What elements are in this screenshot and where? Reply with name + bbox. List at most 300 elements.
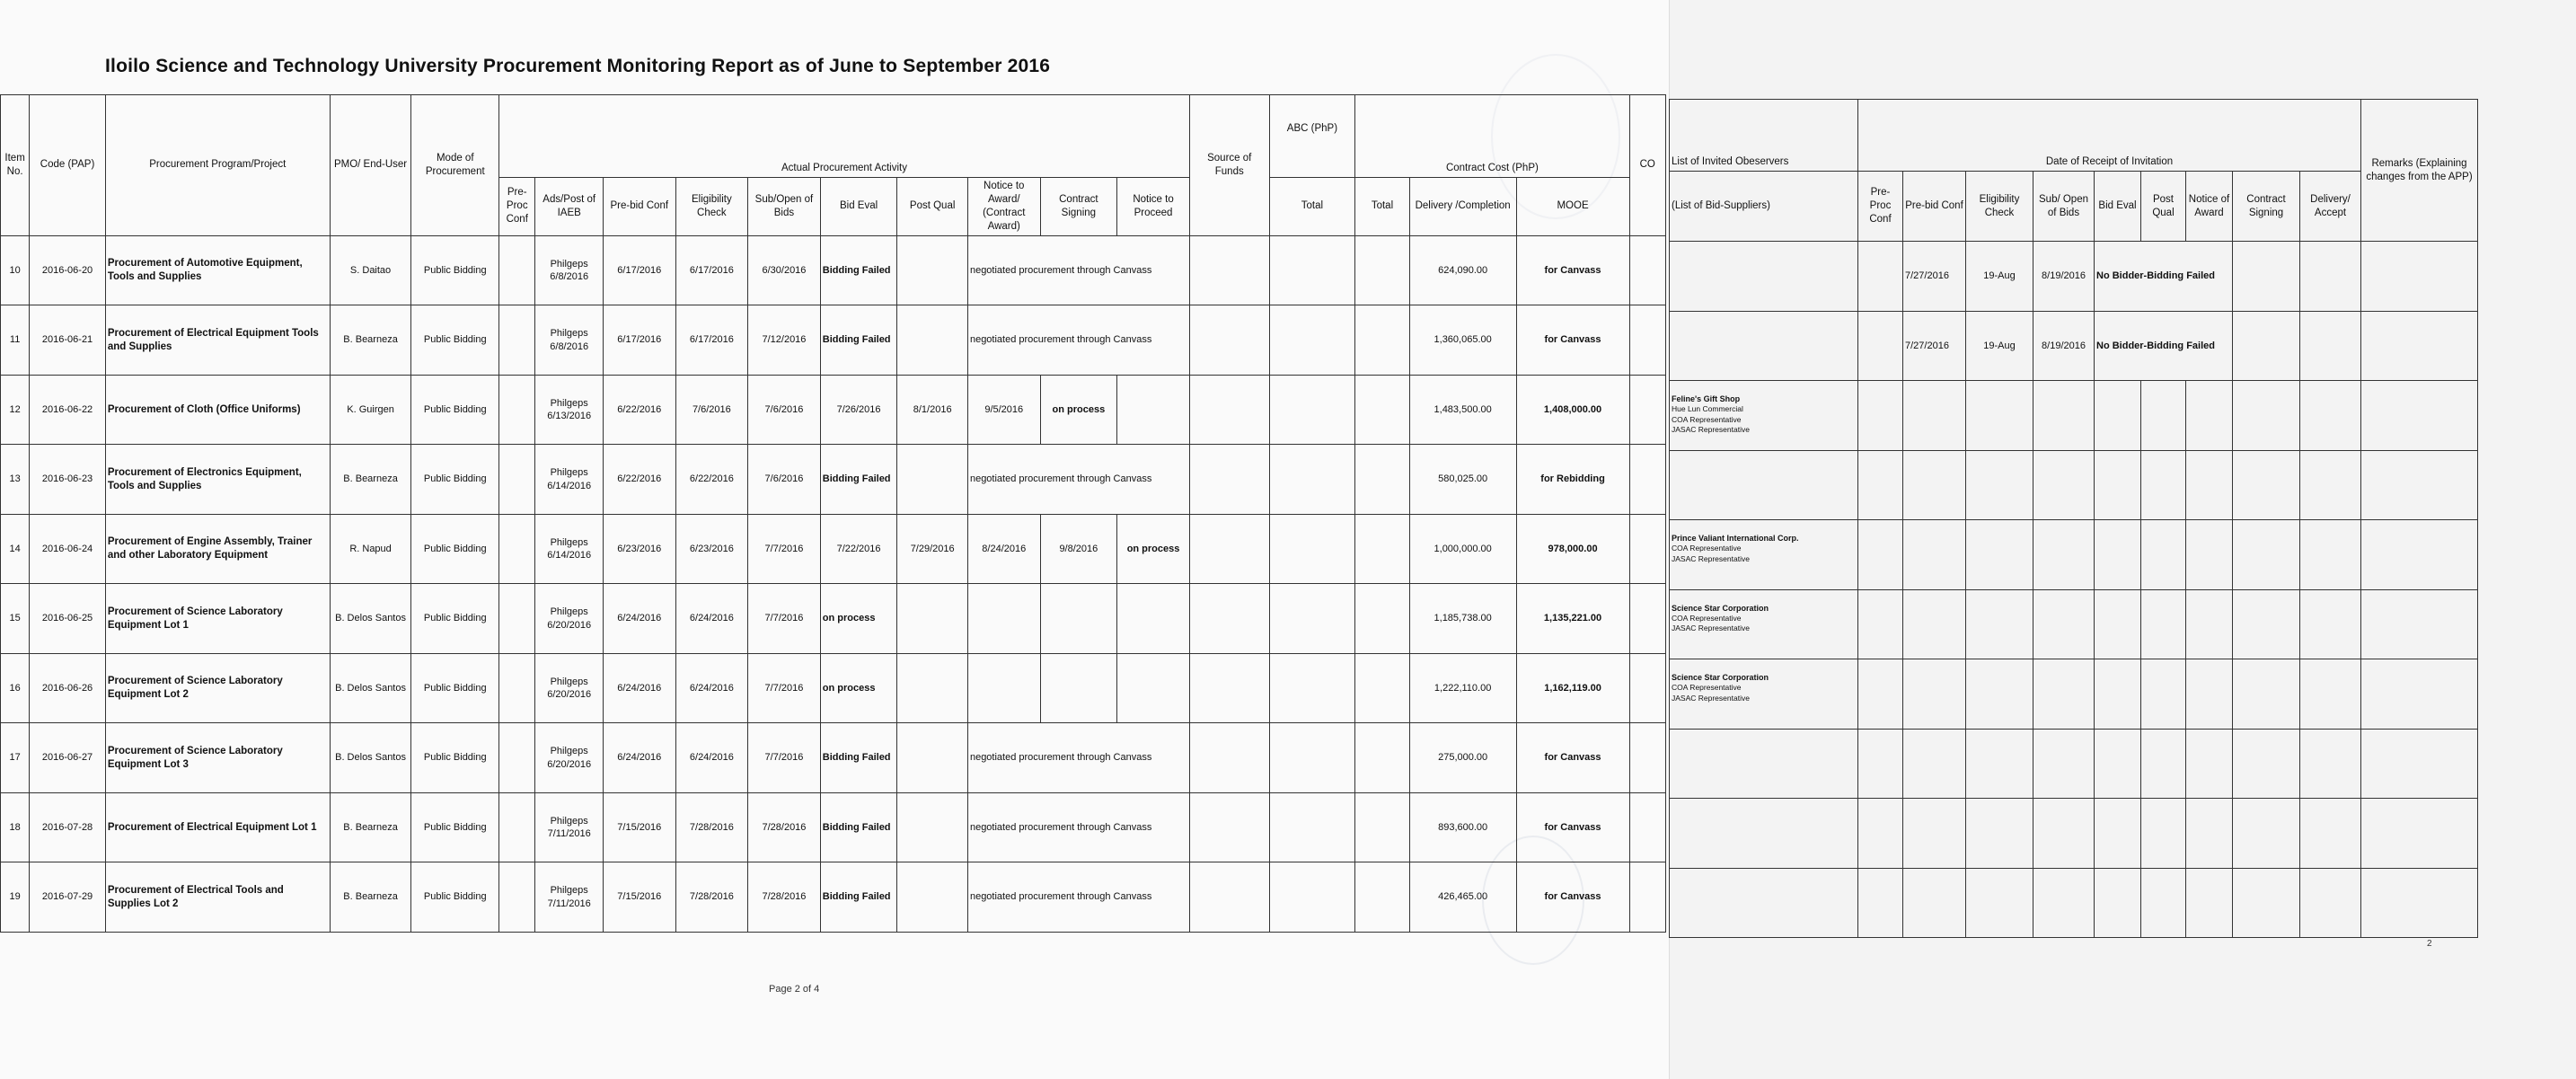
delivery-cell [1189, 375, 1269, 445]
bid-eval-cell: on process [820, 584, 897, 654]
side-delivery-cell [2300, 311, 2361, 381]
notice-award-cell [967, 584, 1040, 654]
side-subopen-cell [2033, 520, 2095, 590]
subopen-cell: 7/6/2016 [748, 445, 821, 515]
remarks-cell [2361, 868, 2478, 938]
program-cell: Procurement of Science Laboratory Equipment Lot 1 [105, 584, 330, 654]
acceptance-cell [1269, 862, 1355, 933]
table-row [1670, 311, 2478, 381]
mode-cell: Public Bidding [411, 445, 499, 515]
abc-total-cell: 1,222,110.00 [1409, 653, 1516, 723]
mooe-cell [1629, 653, 1665, 723]
table-row [1, 514, 1666, 584]
col-item-no: Item No. [1, 95, 30, 236]
abc-total-cell: 624,090.00 [1409, 235, 1516, 305]
side-contract-signing-cell [2233, 311, 2300, 381]
status-note-cell: negotiated procurement through Canvass [967, 445, 1189, 515]
side-prebid-cell [1903, 868, 1966, 938]
col-post-qual: Post Qual [897, 178, 968, 236]
side-contract-signing-cell [2233, 381, 2300, 451]
col-source: Source of Funds [1189, 95, 1269, 236]
post-qual-cell [897, 792, 968, 862]
pmo-cell: B. Delos Santos [330, 653, 411, 723]
delivery-cell [1189, 653, 1269, 723]
bidder-entry: COA Representative [1672, 544, 1742, 553]
pmo-cell: K. Guirgen [330, 375, 411, 445]
side-col-delivery: Delivery/ Accept [2300, 172, 2361, 242]
bid-eval-cell: on process [820, 653, 897, 723]
program-cell: Procurement of Engine Assembly, Trainer and other Laboratory Equipment [105, 514, 330, 584]
preproc-cell [499, 862, 535, 933]
item-no-cell: 14 [1, 514, 30, 584]
abc-total-cell: 1,360,065.00 [1409, 305, 1516, 376]
side-preproc-cell [1858, 799, 1903, 869]
bid-suppliers-cell [1670, 311, 1858, 381]
bidder-firm: Feline's Gift Shop [1672, 394, 1741, 403]
side-col-notice-award: Notice of Award [2186, 172, 2233, 242]
side-preproc-cell [1858, 729, 1903, 799]
side-delivery-cell [2300, 729, 2361, 799]
side-post-qual-cell [2141, 868, 2186, 938]
eligibility-cell: 7/28/2016 [675, 792, 748, 862]
bidder-firm: Prince Valiant International Corp. [1672, 534, 1799, 543]
bid-eval-cell: Bidding Failed [820, 862, 897, 933]
bidder-entry: COA Representative [1672, 613, 1742, 623]
abc-total-cell: 275,000.00 [1409, 723, 1516, 793]
col-preproc: Pre-Proc Conf [499, 178, 535, 236]
side-contract-signing-cell [2233, 520, 2300, 590]
side-preproc-cell [1858, 520, 1903, 590]
program-cell: Procurement of Electronics Equipment, Tools and Supplies [105, 445, 330, 515]
post-qual-cell [897, 235, 968, 305]
table-row [1670, 520, 2478, 590]
pmo-cell: B. Bearneza [330, 792, 411, 862]
side-preproc-cell [1858, 311, 1903, 381]
code-cell: 2016-06-22 [30, 375, 106, 445]
col-bid-eval: Bid Eval [820, 178, 897, 236]
bid-eval-cell: 7/22/2016 [820, 514, 897, 584]
prebid-cell: 7/15/2016 [603, 792, 675, 862]
post-qual-cell [897, 723, 968, 793]
side-prebid-cell: 7/27/2016 [1903, 242, 1966, 312]
program-cell: Procurement of Science Laboratory Equipment Lot 2 [105, 653, 330, 723]
side-eligibility-cell [1966, 868, 2033, 938]
mode-cell: Public Bidding [411, 653, 499, 723]
table-row [1, 235, 1666, 305]
bid-suppliers-cell [1670, 520, 1858, 590]
code-cell: 2016-06-23 [30, 445, 106, 515]
col-mooe: MOOE [1516, 178, 1629, 236]
item-no-cell: 19 [1, 862, 30, 933]
side-subopen-cell [2033, 659, 2095, 730]
source-cell [1355, 514, 1409, 584]
ads-cell: Philgeps 6/20/2016 [535, 653, 604, 723]
contract-cost-cell: 1,135,221.00 [1516, 584, 1629, 654]
side-bid-eval-cell [2095, 520, 2141, 590]
side-delivery-cell [2300, 868, 2361, 938]
code-cell: 2016-06-24 [30, 514, 106, 584]
prebid-cell: 6/22/2016 [603, 375, 675, 445]
bid-eval-cell: 7/26/2016 [820, 375, 897, 445]
side-eligibility-cell [1966, 659, 2033, 730]
bid-eval-cell: Bidding Failed [820, 305, 897, 376]
side-eligibility-cell [1966, 729, 2033, 799]
remarks-cell [2361, 450, 2478, 520]
contract-cost-cell: for Canvass [1516, 235, 1629, 305]
preproc-cell [499, 584, 535, 654]
ads-cell: Philgeps 7/11/2016 [535, 792, 604, 862]
table-row [1670, 381, 2478, 451]
table-row [1670, 589, 2478, 659]
notice-award-cell: 9/5/2016 [967, 375, 1040, 445]
notice-proceed-cell: on process [1117, 514, 1190, 584]
bid-suppliers-cell [1670, 659, 1858, 730]
preproc-cell [499, 375, 535, 445]
side-col-eligibility: Eligibility Check [1966, 172, 2033, 242]
eligibility-cell: 6/24/2016 [675, 723, 748, 793]
code-cell: 2016-06-21 [30, 305, 106, 376]
preproc-cell [499, 235, 535, 305]
table-row [1, 653, 1666, 723]
table-row [1, 584, 1666, 654]
col-contract-signing: Contract Signing [1040, 178, 1117, 236]
remarks-cell [2361, 242, 2478, 312]
bid-suppliers-cell [1670, 242, 1858, 312]
source-cell [1355, 305, 1409, 376]
procurement-table [0, 94, 1666, 933]
side-subopen-cell [2033, 799, 2095, 869]
col-co: CO [1629, 95, 1665, 236]
pmo-cell: B. Delos Santos [330, 584, 411, 654]
side-eligibility-cell: 19-Aug [1966, 311, 2033, 381]
col-pmo: PMO/ End-User [330, 95, 411, 236]
ads-cell: Philgeps 6/20/2016 [535, 723, 604, 793]
side-contract-signing-cell [2233, 450, 2300, 520]
program-cell: Procurement of Electrical Tools and Supplies Lot 2 [105, 862, 330, 933]
prebid-cell: 6/17/2016 [603, 305, 675, 376]
side-contract-signing-cell [2233, 242, 2300, 312]
bidder-entry: JASAC Representative [1672, 624, 1750, 633]
remarks-cell [2361, 659, 2478, 730]
col-group-abc: ABC (PhP) [1269, 95, 1355, 178]
status-note-cell: negotiated procurement through Canvass [967, 792, 1189, 862]
side-eligibility-cell [1966, 450, 2033, 520]
eligibility-cell: 6/22/2016 [675, 445, 748, 515]
side-prebid-cell [1903, 659, 1966, 730]
acceptance-cell [1269, 375, 1355, 445]
bid-suppliers-cell [1670, 381, 1858, 451]
notice-award-cell: 8/24/2016 [967, 514, 1040, 584]
post-qual-cell [897, 445, 968, 515]
table-row [1, 305, 1666, 376]
side-post-qual-cell [2141, 729, 2186, 799]
bid-eval-cell: Bidding Failed [820, 723, 897, 793]
col-observers: List of Invited Obeservers [1670, 100, 1858, 172]
subopen-cell: 7/7/2016 [748, 584, 821, 654]
abc-total-cell: 893,600.00 [1409, 792, 1516, 862]
source-cell [1355, 375, 1409, 445]
mooe-cell [1629, 305, 1665, 376]
bidder-entry: COA Representative [1672, 683, 1742, 693]
side-post-qual-cell [2141, 799, 2186, 869]
source-cell [1355, 723, 1409, 793]
item-no-cell: 15 [1, 584, 30, 654]
notice-proceed-cell [1117, 375, 1190, 445]
col-prebid: Pre-bid Conf [603, 178, 675, 236]
table-row [1670, 450, 2478, 520]
mode-cell: Public Bidding [411, 792, 499, 862]
ads-cell: Philgeps 6/8/2016 [535, 305, 604, 376]
acceptance-cell [1269, 653, 1355, 723]
program-cell: Procurement of Cloth (Office Uniforms) [105, 375, 330, 445]
contract-cost-cell: for Canvass [1516, 723, 1629, 793]
side-contract-signing-cell [2233, 868, 2300, 938]
pmo-cell: B. Bearneza [330, 305, 411, 376]
prebid-cell: 6/17/2016 [603, 235, 675, 305]
bid-eval-cell: Bidding Failed [820, 445, 897, 515]
col-mode: Mode of Procurement [411, 95, 499, 236]
abc-total-cell: 1,000,000.00 [1409, 514, 1516, 584]
acceptance-cell [1269, 584, 1355, 654]
side-col-post-qual: Post Qual [2141, 172, 2186, 242]
side-status-note-cell: No Bidder-Bidding Failed [2095, 242, 2233, 312]
table-row [1, 792, 1666, 862]
subopen-cell: 7/28/2016 [748, 792, 821, 862]
source-cell [1355, 862, 1409, 933]
mooe-cell [1629, 584, 1665, 654]
side-delivery-cell [2300, 242, 2361, 312]
side-subopen-cell [2033, 868, 2095, 938]
side-notice-award-cell [2186, 589, 2233, 659]
code-cell: 2016-06-27 [30, 723, 106, 793]
side-preproc-cell [1858, 589, 1903, 659]
table-row [1670, 868, 2478, 938]
mode-cell: Public Bidding [411, 305, 499, 376]
notice-proceed-cell [1117, 584, 1190, 654]
side-post-qual-cell [2141, 381, 2186, 451]
side-notice-award-cell [2186, 659, 2233, 730]
status-note-cell: negotiated procurement through Canvass [967, 235, 1189, 305]
contract-cost-cell: 1,408,000.00 [1516, 375, 1629, 445]
preproc-cell [499, 653, 535, 723]
mooe-cell [1629, 862, 1665, 933]
side-post-qual-cell [2141, 520, 2186, 590]
side-prebid-cell [1903, 729, 1966, 799]
side-prebid-cell [1903, 589, 1966, 659]
subopen-cell: 6/30/2016 [748, 235, 821, 305]
side-contract-signing-cell [2233, 589, 2300, 659]
item-no-cell: 18 [1, 792, 30, 862]
bid-eval-cell: Bidding Failed [820, 235, 897, 305]
side-delivery-cell [2300, 381, 2361, 451]
side-bid-eval-cell [2095, 381, 2141, 451]
ads-cell: Philgeps 6/13/2016 [535, 375, 604, 445]
status-note-cell: negotiated procurement through Canvass [967, 723, 1189, 793]
table-row [1670, 242, 2478, 312]
mooe-cell [1629, 792, 1665, 862]
side-subopen-cell: 8/19/2016 [2033, 242, 2095, 312]
side-prebid-cell: 7/27/2016 [1903, 311, 1966, 381]
side-subopen-cell: 8/19/2016 [2033, 311, 2095, 381]
side-contract-signing-cell [2233, 799, 2300, 869]
pmo-cell: B. Delos Santos [330, 723, 411, 793]
mooe-cell [1629, 445, 1665, 515]
mode-cell: Public Bidding [411, 584, 499, 654]
abc-total-cell: 426,465.00 [1409, 862, 1516, 933]
prebid-cell: 6/24/2016 [603, 584, 675, 654]
prebid-cell: 6/24/2016 [603, 723, 675, 793]
item-no-cell: 10 [1, 235, 30, 305]
col-subopen: Sub/Open of Bids [748, 178, 821, 236]
abc-total-cell: 580,025.00 [1409, 445, 1516, 515]
delivery-cell [1189, 862, 1269, 933]
side-delivery-cell [2300, 520, 2361, 590]
delivery-cell [1189, 235, 1269, 305]
side-bid-eval-cell [2095, 659, 2141, 730]
col-ads: Ads/Post of IAEB [535, 178, 604, 236]
preproc-cell [499, 723, 535, 793]
side-preproc-cell [1858, 242, 1903, 312]
notice-award-cell [967, 653, 1040, 723]
side-preproc-cell [1858, 868, 1903, 938]
report-title: Iloilo Science and Technology University Procurement Monitoring Report as of June to September 2016 [105, 56, 1051, 76]
ads-cell: Philgeps 6/8/2016 [535, 235, 604, 305]
side-col-subopen: Sub/ Open of Bids [2033, 172, 2095, 242]
bidder-entry: JASAC Representative [1672, 693, 1750, 703]
col-group-receipt: Date of Receipt of Invitation [1858, 100, 2361, 172]
remarks-cell [2361, 589, 2478, 659]
prebid-cell: 7/15/2016 [603, 862, 675, 933]
pmo-cell: R. Napud [330, 514, 411, 584]
preproc-cell [499, 305, 535, 376]
mooe-cell [1629, 723, 1665, 793]
contract-cost-cell: for Canvass [1516, 862, 1629, 933]
pmo-cell: B. Bearneza [330, 445, 411, 515]
item-no-cell: 12 [1, 375, 30, 445]
observers-table [1669, 99, 2478, 938]
bidder-entry: JASAC Representative [1672, 425, 1750, 435]
preproc-cell [499, 514, 535, 584]
subopen-cell: 7/28/2016 [748, 862, 821, 933]
side-bid-eval-cell [2095, 589, 2141, 659]
bidder-entry: COA Representative [1672, 414, 1742, 424]
delivery-cell [1189, 305, 1269, 376]
side-delivery-cell [2300, 659, 2361, 730]
ads-cell: Philgeps 6/14/2016 [535, 445, 604, 515]
bid-suppliers-cell [1670, 450, 1858, 520]
subopen-cell: 7/12/2016 [748, 305, 821, 376]
pmo-cell: B. Bearneza [330, 862, 411, 933]
post-qual-cell [897, 305, 968, 376]
side-col-bid-eval: Bid Eval [2095, 172, 2141, 242]
side-subopen-cell [2033, 450, 2095, 520]
table-row [1670, 659, 2478, 730]
table-row [1, 723, 1666, 793]
bid-suppliers-cell [1670, 589, 1858, 659]
table-row [1670, 799, 2478, 869]
side-preproc-cell [1858, 659, 1903, 730]
side-notice-award-cell [2186, 868, 2233, 938]
preproc-cell [499, 792, 535, 862]
col-delivery: Delivery /Completion [1409, 178, 1516, 236]
mooe-cell [1629, 514, 1665, 584]
eligibility-cell: 6/17/2016 [675, 235, 748, 305]
table-row [1, 375, 1666, 445]
notice-proceed-cell [1117, 653, 1190, 723]
eligibility-cell: 7/28/2016 [675, 862, 748, 933]
bid-suppliers-cell [1670, 868, 1858, 938]
side-bid-eval-cell [2095, 450, 2141, 520]
side-bid-eval-cell [2095, 868, 2141, 938]
delivery-cell [1189, 584, 1269, 654]
contract-signing-cell [1040, 584, 1117, 654]
code-cell: 2016-06-25 [30, 584, 106, 654]
col-bid-suppliers: (List of Bid-Suppliers) [1670, 172, 1858, 242]
side-eligibility-cell [1966, 381, 2033, 451]
remarks-cell [2361, 520, 2478, 590]
bid-suppliers-cell [1670, 729, 1858, 799]
col-abc-total: Total [1269, 178, 1355, 236]
side-delivery-cell [2300, 450, 2361, 520]
col-cc-total: Total [1355, 178, 1409, 236]
side-contract-signing-cell [2233, 729, 2300, 799]
acceptance-cell [1269, 445, 1355, 515]
prebid-cell: 6/24/2016 [603, 653, 675, 723]
contract-signing-cell: 9/8/2016 [1040, 514, 1117, 584]
pmo-cell: S. Daitao [330, 235, 411, 305]
post-qual-cell [897, 584, 968, 654]
mode-cell: Public Bidding [411, 514, 499, 584]
side-eligibility-cell [1966, 799, 2033, 869]
side-eligibility-cell [1966, 589, 2033, 659]
side-post-qual-cell [2141, 589, 2186, 659]
source-cell [1355, 445, 1409, 515]
prebid-cell: 6/23/2016 [603, 514, 675, 584]
eligibility-cell: 6/17/2016 [675, 305, 748, 376]
page-number: Page 2 of 4 [769, 984, 820, 995]
subopen-cell: 7/7/2016 [748, 653, 821, 723]
contract-cost-cell: for Rebidding [1516, 445, 1629, 515]
table-row [1, 862, 1666, 933]
acceptance-cell [1269, 514, 1355, 584]
bid-suppliers-cell [1670, 799, 1858, 869]
col-notice-award: Notice to Award/ (Contract Award) [967, 178, 1040, 236]
side-notice-award-cell [2186, 381, 2233, 451]
side-contract-signing-cell [2233, 659, 2300, 730]
abc-total-cell: 1,185,738.00 [1409, 584, 1516, 654]
contract-cost-cell: 1,162,119.00 [1516, 653, 1629, 723]
eligibility-cell: 6/24/2016 [675, 653, 748, 723]
side-bid-eval-cell [2095, 799, 2141, 869]
item-no-cell: 17 [1, 723, 30, 793]
source-cell [1355, 792, 1409, 862]
contract-cost-cell: for Canvass [1516, 305, 1629, 376]
bidder-firm: Science Star Corporation [1672, 603, 1769, 613]
side-prebid-cell [1903, 450, 1966, 520]
bidder-firm: Science Star Corporation [1672, 673, 1769, 682]
delivery-cell [1189, 792, 1269, 862]
col-notice-proceed: Notice to Proceed [1117, 178, 1190, 236]
mooe-cell [1629, 235, 1665, 305]
mooe-cell [1629, 375, 1665, 445]
ads-cell: Philgeps 7/11/2016 [535, 862, 604, 933]
side-notice-award-cell [2186, 450, 2233, 520]
bid-eval-cell: Bidding Failed [820, 792, 897, 862]
side-post-qual-cell [2141, 450, 2186, 520]
col-group-contract-cost: Contract Cost (PhP) [1355, 95, 1629, 178]
mode-cell: Public Bidding [411, 375, 499, 445]
code-cell: 2016-06-26 [30, 653, 106, 723]
